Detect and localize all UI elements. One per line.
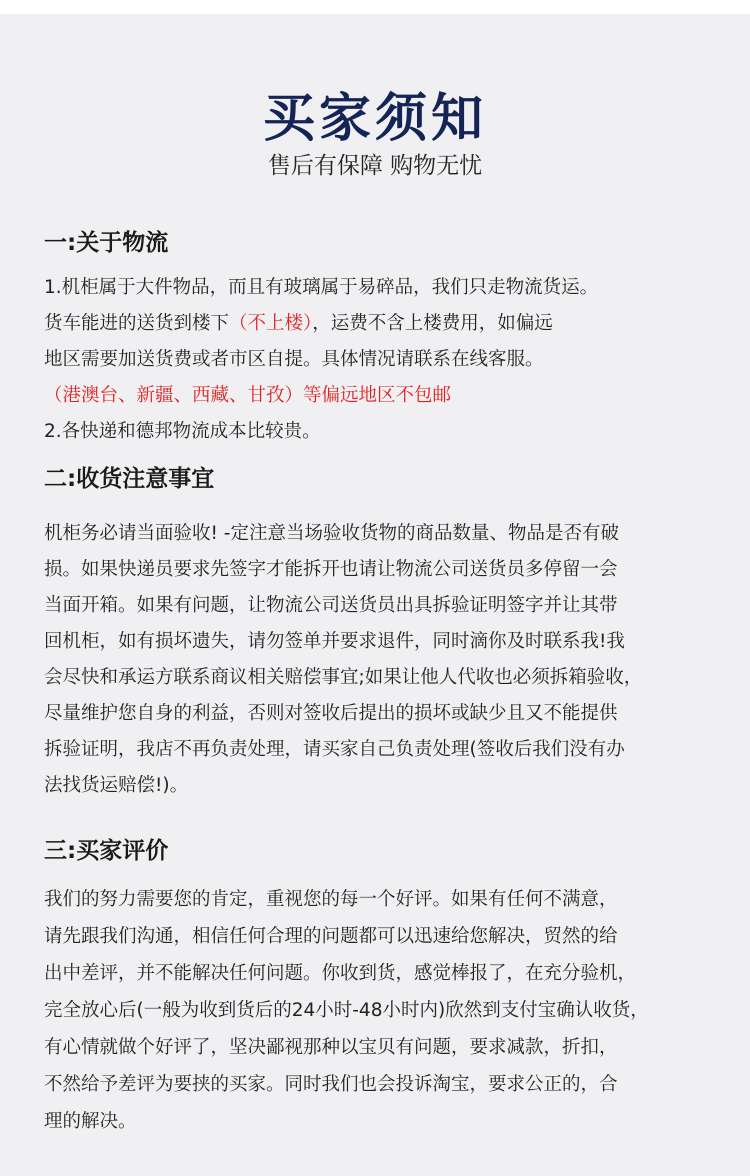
receiving-line: 回机柜，如有损坏遗失，请勿签单并要求退件，同时滴你及时联系我!我 bbox=[44, 631, 625, 652]
section-heading-receiving: 二:收货注意事宜 bbox=[44, 466, 215, 492]
review-line: 请先跟我们沟通，相信任何合理的问题都可以迅速给您解决，贸然的给 bbox=[44, 926, 618, 947]
section-heading-review: 三:买家评价 bbox=[44, 838, 169, 864]
receiving-line: 当面开箱。如果有问题，让物流公司送货员出具拆验证明签字并让其带 bbox=[44, 595, 618, 616]
logistics-line-2 bbox=[44, 309, 553, 335]
page-title: 买家须知 bbox=[262, 89, 487, 149]
review-line: 我们的努力需要您的肯定，重视您的每一个好评。如果有任何不满意， bbox=[44, 889, 618, 910]
logistics-line-3: 地区需要加送货费或者市区自提。具体情况请联系在线客服。 bbox=[44, 349, 544, 370]
notice-panel bbox=[0, 14, 750, 1176]
review-line: 出中差评，并不能解决任何问题。你收到货，感觉棒报了，在充分验机， bbox=[44, 963, 637, 984]
receiving-line: 机柜务必请当面验收! -定注意当场验收货物的商品数量、物品是否有破 bbox=[44, 523, 619, 544]
review-line: 完全放心后(一般为收到货后的24小时-48小时内)欣然到支付宝确认收货， bbox=[44, 1000, 649, 1021]
receiving-line: 尽量维护您自身的利益，否则对签收后提出的损坏或缺少且又不能提供 bbox=[44, 703, 618, 724]
review-line: 有心情就做个好评了，坚决鄙视那种以宝贝有问题，要求减款，折扣， bbox=[44, 1037, 618, 1058]
receiving-line: 会尽快和承运方联系商议相关赔偿事宜;如果让他人代收也必须拆箱验收， bbox=[44, 667, 643, 688]
logistics-line-2-end: ，运费不含上楼费用，如偏远 bbox=[312, 313, 553, 334]
logistics-line-2-start: 货车能进的送货到楼下 bbox=[44, 313, 230, 334]
logistics-line-1: 1.机柜属于大件物品，而且有玻璃属于易碎品，我们只走物流货运。 bbox=[44, 277, 599, 298]
review-line: 不然给予差评为要挟的买家。同时我们也会投诉淘宝，要求公正的，合 bbox=[44, 1074, 618, 1095]
receiving-line: 法找货运赔偿!)。 bbox=[44, 775, 189, 796]
page-subtitle: 售后有保障 购物无忧 bbox=[267, 153, 483, 179]
receiving-line: 损。如果快递员要求先签字才能拆开也请让物流公司送货员多停留一会 bbox=[44, 559, 618, 580]
remote-areas-note: （港澳台、新疆、西藏、甘孜）等偏远地区不包邮 bbox=[44, 385, 452, 406]
no-upstairs-note: （不上楼） bbox=[229, 313, 313, 334]
logistics-line-5: 2.各快递和德邦物流成本比较贵。 bbox=[44, 421, 321, 442]
section-heading-logistics: 一:关于物流 bbox=[44, 230, 169, 256]
review-line: 理的解决。 bbox=[44, 1111, 137, 1132]
receiving-line: 拆验证明，我店不再负责处理，请买家自己负责处理(签收后我们没有办 bbox=[44, 739, 625, 760]
